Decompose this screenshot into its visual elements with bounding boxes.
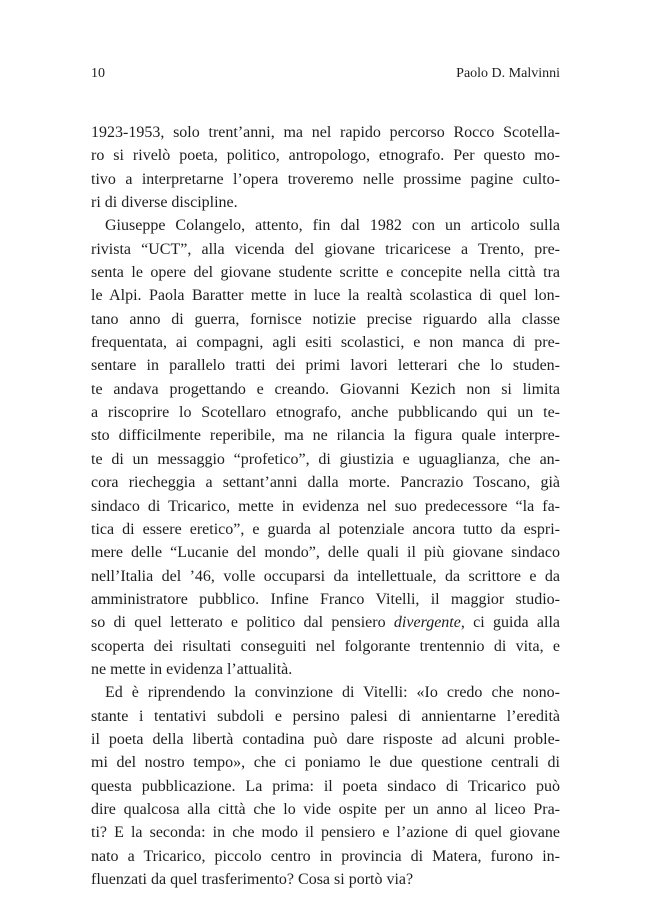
text-line: mi del nostro tempo», che ci poniamo le due questione centrali di — [91, 754, 560, 772]
running-head-author: Paolo D. Malvinni — [456, 66, 560, 81]
text-line: scoperta dei risultati conseguiti nel folgorante trentennio di vita, e — [91, 637, 560, 655]
text-line: senta le opere del giovane studente scritte e concepite nella città tra — [91, 264, 560, 282]
text-line: dire qualcosa alla città che lo vide ospite per un anno al liceo Pra- — [91, 800, 560, 818]
text-line: tica di essere eretico”, e guarda al potenziale ancora tutto da espri- — [91, 520, 560, 538]
text-line: ri di diverse discipline. — [91, 194, 238, 212]
text-segment: so di quel letterato e politico dal pensiero — [91, 614, 394, 632]
text-line: tivo a interpretarne l’opera troveremo nelle prossime pagine culto- — [91, 170, 560, 188]
text-line: mere delle “Lucanie del mondo”, delle quali il più giovane sindaco — [91, 544, 560, 562]
text-line: te andava progettando e creando. Giovanni Kezich non si limita — [91, 380, 560, 398]
text-line: nell’Italia del ’46, volle occuparsi da intellettuale, da scrittore e da — [91, 567, 560, 585]
text-line: a riscoprire lo Scotellaro etnografo, anche pubblicando qui un te- — [91, 404, 560, 422]
text-line: sindaco di Tricarico, mette in evidenza nel suo predecessore “la fa- — [91, 497, 560, 515]
paragraph-first-line: Ed è riprendendo la convinzione di Vitelli: «Io credo che nono- — [105, 684, 560, 702]
body-text — [91, 121, 560, 891]
text-line: stante i tentativi subdoli e persino palesi di annientarne l’eredità — [91, 707, 560, 725]
text-line: ne mette in evidenza l’attualità. — [91, 660, 293, 678]
text-line: rivista “UCT”, alla vicenda del giovane tricaricese a Trento, pre- — [91, 240, 560, 258]
text-line: 1923-1953, solo trent’anni, ma nel rapido percorso Rocco Scotella- — [91, 124, 560, 141]
text-line: te di un messaggio “profetico”, di giustizia e uguaglianza, che an- — [91, 450, 560, 468]
text-segment: , ci guida alla — [460, 614, 561, 632]
text-line: sentare in parallelo tratti dei primi lavori letterari che lo studen- — [91, 357, 560, 375]
text-line: fluenzati da quel trasferimento? Cosa si portò via? — [91, 871, 414, 888]
text-line: tano anno di guerra, fornisce notizie precise riguardo alla classe — [91, 310, 560, 328]
text-line: nato a Tricarico, piccolo centro in provincia di Matera, furono in- — [91, 847, 560, 865]
page-number: 10 — [91, 66, 105, 81]
text-line: frequentata, ai compagni, agli esiti scolastici, e non manca di pre- — [91, 334, 560, 352]
text-line: sto difficilmente reperibile, ma ne rilancia la figura quale interpre- — [91, 427, 560, 445]
paragraph-first-line: Giuseppe Colangelo, attento, fin dal 1982 con un articolo sulla — [105, 217, 560, 235]
italic-word: divergente — [393, 614, 461, 632]
text-line: il poeta della libertà contadina può dare risposte ad alcuni proble- — [91, 730, 560, 748]
text-line: amministratore pubblico. Infine Franco Vitelli, il maggior studio- — [91, 590, 560, 608]
text-line: ro si rivelò poeta, politico, antropologo, etnografo. Per questo mo- — [91, 147, 560, 165]
text-line: questa pubblicazione. La prima: il poeta sindaco di Tricarico può — [91, 777, 560, 795]
text-line-with-italic — [91, 611, 560, 634]
text-line: ti? E la seconda: in che modo il pensiero e l’azione di quel giovane — [91, 824, 560, 842]
text-line: cora riecheggia a settant’anni dalla morte. Pancrazio Toscano, già — [91, 474, 560, 492]
text-line: le Alpi. Paola Baratter mette in luce la realtà scolastica di quel lon- — [91, 287, 560, 305]
